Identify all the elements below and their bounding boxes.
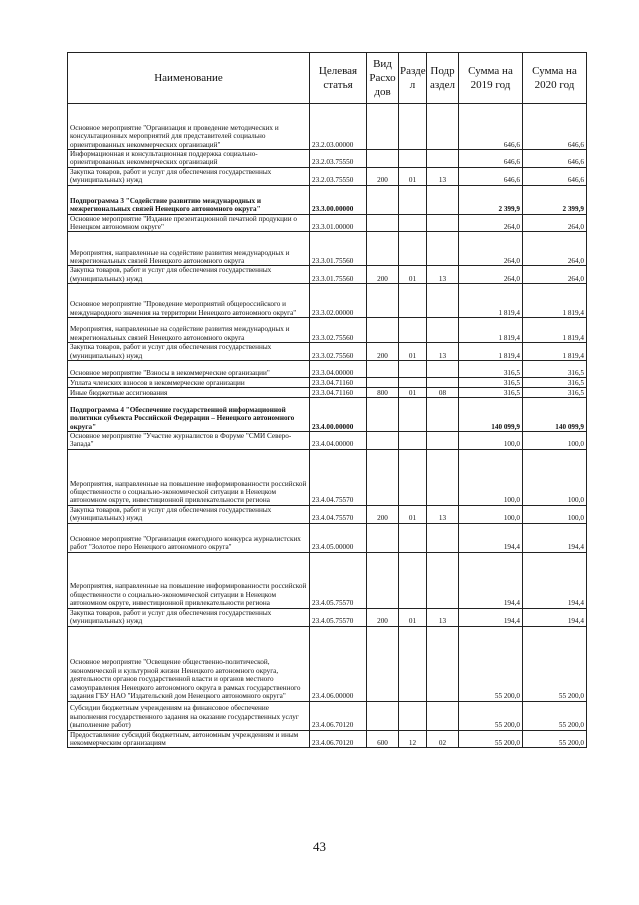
row-subsection-cell: [427, 701, 459, 730]
row-code-cell: 23.3.02.75560: [310, 343, 367, 361]
row-code-cell: 23.4.05.00000: [310, 523, 367, 552]
row-code-cell: 23.3.00.00000: [310, 185, 367, 214]
header-sum-2020: Сумма на 2020 год: [523, 53, 587, 104]
row-section-cell: [399, 449, 427, 505]
row-section-cell: 01: [399, 505, 427, 523]
row-section-cell: [399, 552, 427, 608]
table-row: [68, 701, 587, 730]
row-code-cell: 23.4.04.75570: [310, 449, 367, 505]
row-sum-2019-cell: 100,0: [459, 449, 523, 505]
row-name-cell: Уплата членских взносов в некоммерческие организации: [68, 378, 310, 388]
table-row: [68, 730, 587, 748]
row-subsection-cell: [427, 361, 459, 378]
row-code-cell: 23.4.05.75570: [310, 608, 367, 626]
row-code-cell: 23.4.00.00000: [310, 398, 367, 432]
row-sum-2019-cell: 194,4: [459, 608, 523, 626]
row-sum-2020-cell: 264,0: [523, 214, 587, 232]
row-code-cell: 23.2.03.75550: [310, 167, 367, 185]
row-sum-2019-cell: 264,0: [459, 214, 523, 232]
row-subsection-cell: 13: [427, 167, 459, 185]
table-row: [68, 214, 587, 232]
row-sum-2019-cell: 1 819,4: [459, 318, 523, 343]
row-subsection-cell: [427, 104, 459, 150]
row-name-cell: Основное мероприятие "Взносы в некоммерческие организации": [68, 361, 310, 378]
row-subsection-cell: [427, 232, 459, 266]
row-name-cell: Подпрограмма 3 "Содействие развитию международных и межрегиональных связей Ненецкого автономного округа": [68, 185, 310, 214]
row-type-cell: [367, 449, 399, 505]
row-section-cell: 01: [399, 167, 427, 185]
row-subsection-cell: [427, 318, 459, 343]
row-name-cell: Субсидии бюджетным учреждениям на финансовое обеспечение выполнения государственного задания на оказание государственных услуг (выполнение работ): [68, 701, 310, 730]
row-code-cell: 23.3.02.00000: [310, 284, 367, 318]
row-code-cell: 23.3.04.71160: [310, 388, 367, 398]
row-sum-2020-cell: 646,6: [523, 150, 587, 168]
row-type-cell: [367, 701, 399, 730]
row-section-cell: [399, 361, 427, 378]
budget-table: [67, 52, 587, 748]
budget-sheet: [67, 52, 586, 748]
row-name-cell: Закупка товаров, работ и услуг для обеспечения государственных (муниципальных) нужд: [68, 266, 310, 284]
row-subsection-cell: [427, 449, 459, 505]
row-code-cell: 23.4.04.75570: [310, 505, 367, 523]
table-row: [68, 318, 587, 343]
row-name-cell: Основное мероприятие "Организация и проведение методических и консультационных мероприятий для представителей социально ориентированных некоммерческих организаций": [68, 104, 310, 150]
table-row: [68, 167, 587, 185]
row-sum-2020-cell: 646,6: [523, 167, 587, 185]
row-section-cell: [399, 318, 427, 343]
row-type-cell: [367, 361, 399, 378]
row-name-cell: Основное мероприятие "Освещение общественно-политической, экономической и культурной жизни Ненецкого автономного округа, деятельности органов государственной власти и органов местного самоуправления Ненецкого автономного округа в рамках государственного задания ГБУ НАО "Издательский дом Ненецкого автономного округа": [68, 626, 310, 701]
row-sum-2020-cell: 316,5: [523, 388, 587, 398]
row-sum-2019-cell: 194,4: [459, 523, 523, 552]
row-sum-2020-cell: 100,0: [523, 449, 587, 505]
row-sum-2020-cell: 1 819,4: [523, 284, 587, 318]
row-sum-2020-cell: 55 200,0: [523, 701, 587, 730]
row-section-cell: [399, 432, 427, 450]
row-sum-2020-cell: 264,0: [523, 266, 587, 284]
table-row: [68, 449, 587, 505]
row-sum-2019-cell: 646,6: [459, 150, 523, 168]
row-sum-2019-cell: 140 099,9: [459, 398, 523, 432]
row-name-cell: Мероприятия, направленные на содействие развития международных и межрегиональных связей Ненецкого автономного округа: [68, 232, 310, 266]
row-type-cell: [367, 150, 399, 168]
table-row: [68, 361, 587, 378]
row-subsection-cell: [427, 398, 459, 432]
table-row: [68, 388, 587, 398]
row-code-cell: 23.3.01.75560: [310, 266, 367, 284]
row-type-cell: [367, 185, 399, 214]
row-name-cell: Закупка товаров, работ и услуг для обеспечения государственных (муниципальных) нужд: [68, 608, 310, 626]
header-subsection: Подр аздел: [427, 53, 459, 104]
table-row: [68, 343, 587, 361]
row-type-cell: [367, 626, 399, 701]
row-sum-2020-cell: 140 099,9: [523, 398, 587, 432]
row-type-cell: 200: [367, 343, 399, 361]
row-sum-2019-cell: 55 200,0: [459, 730, 523, 748]
row-type-cell: 200: [367, 608, 399, 626]
row-name-cell: Основное мероприятие "Организация ежегодного конкурса журналистских работ "Золотое перо Ненецкого автономного округа": [68, 523, 310, 552]
row-sum-2019-cell: 316,5: [459, 361, 523, 378]
row-name-cell: Иные бюджетные ассигнования: [68, 388, 310, 398]
row-sum-2019-cell: 1 819,4: [459, 343, 523, 361]
row-section-cell: [399, 185, 427, 214]
row-sum-2020-cell: 194,4: [523, 552, 587, 608]
row-section-cell: [399, 378, 427, 388]
row-section-cell: [399, 232, 427, 266]
row-subsection-cell: [427, 185, 459, 214]
row-section-cell: 01: [399, 343, 427, 361]
row-sum-2020-cell: 646,6: [523, 104, 587, 150]
row-sum-2020-cell: 2 399,9: [523, 185, 587, 214]
table-row: [68, 266, 587, 284]
row-type-cell: [367, 284, 399, 318]
row-code-cell: 23.2.03.00000: [310, 104, 367, 150]
row-name-cell: Основное мероприятие "Проведение мероприятий общероссийского и международного значения на территории Ненецкого автономного округа": [68, 284, 310, 318]
row-code-cell: 23.3.01.75560: [310, 232, 367, 266]
row-subsection-cell: [427, 626, 459, 701]
row-type-cell: 600: [367, 730, 399, 748]
row-subsection-cell: 13: [427, 343, 459, 361]
table-body: [68, 104, 587, 748]
row-sum-2020-cell: 1 819,4: [523, 343, 587, 361]
row-name-cell: Информационная и консультационная поддержка социально-ориентированных некоммерческих организаций: [68, 150, 310, 168]
row-section-cell: 12: [399, 730, 427, 748]
table-row: [68, 378, 587, 388]
table-row: [68, 150, 587, 168]
table-row: [68, 185, 587, 214]
row-sum-2019-cell: 316,5: [459, 388, 523, 398]
row-subsection-cell: [427, 552, 459, 608]
row-type-cell: [367, 398, 399, 432]
row-code-cell: 23.4.04.00000: [310, 432, 367, 450]
table-row: [68, 398, 587, 432]
row-subsection-cell: [427, 378, 459, 388]
header-sum-2019: Сумма на 2019 год: [459, 53, 523, 104]
row-section-cell: [399, 284, 427, 318]
row-name-cell: Подпрограмма 4 "Обеспечение государственной информационной политики субъекта Российской Федерации – Ненецкого автономного округа": [68, 398, 310, 432]
row-sum-2019-cell: 264,0: [459, 266, 523, 284]
row-code-cell: 23.2.03.75550: [310, 150, 367, 168]
row-section-cell: [399, 701, 427, 730]
row-sum-2019-cell: 646,6: [459, 167, 523, 185]
header-row: [68, 53, 587, 104]
row-subsection-cell: 02: [427, 730, 459, 748]
header-name: Наименование: [68, 53, 310, 104]
row-code-cell: 23.3.04.00000: [310, 361, 367, 378]
row-sum-2019-cell: 100,0: [459, 432, 523, 450]
row-sum-2019-cell: 316,5: [459, 378, 523, 388]
header-type: Вид Расхо дов: [367, 53, 399, 104]
row-section-cell: 01: [399, 388, 427, 398]
table-row: [68, 284, 587, 318]
row-subsection-cell: [427, 150, 459, 168]
row-section-cell: 01: [399, 608, 427, 626]
row-code-cell: 23.4.06.70120: [310, 701, 367, 730]
row-sum-2020-cell: 55 200,0: [523, 626, 587, 701]
row-name-cell: Основное мероприятие "Издание презентационной печатной продукции о Ненецком автономном округе": [68, 214, 310, 232]
row-type-cell: 200: [367, 505, 399, 523]
row-sum-2019-cell: 55 200,0: [459, 701, 523, 730]
row-type-cell: 200: [367, 266, 399, 284]
row-name-cell: Предоставление субсидий бюджетным, автономным учреждениям и иным некоммерческим организациям: [68, 730, 310, 748]
row-code-cell: 23.4.06.00000: [310, 626, 367, 701]
row-name-cell: Мероприятия, направленные на содействие развития международных и межрегиональных связей Ненецкого автономного округа: [68, 318, 310, 343]
row-type-cell: [367, 214, 399, 232]
row-sum-2020-cell: 316,5: [523, 378, 587, 388]
row-type-cell: [367, 552, 399, 608]
row-type-cell: [367, 432, 399, 450]
row-section-cell: [399, 523, 427, 552]
row-code-cell: 23.4.05.75570: [310, 552, 367, 608]
row-sum-2019-cell: 2 399,9: [459, 185, 523, 214]
row-section-cell: [399, 150, 427, 168]
row-section-cell: 01: [399, 266, 427, 284]
row-sum-2020-cell: 316,5: [523, 361, 587, 378]
row-name-cell: Мероприятия, направленные на повышение информированности российской общественности о социально-экономической ситуации в Ненецком автономном округе, инвестиционной привлекательности региона: [68, 449, 310, 505]
table-row: [68, 626, 587, 701]
row-type-cell: [367, 232, 399, 266]
row-sum-2019-cell: 100,0: [459, 505, 523, 523]
row-name-cell: Мероприятия, направленные на повышение информированности российской общественности о социально-экономической ситуации в Ненецком автономном округе, инвестиционной привлекательности региона: [68, 552, 310, 608]
table-row: [68, 505, 587, 523]
row-code-cell: 23.4.06.70120: [310, 730, 367, 748]
row-subsection-cell: 13: [427, 266, 459, 284]
row-sum-2019-cell: 194,4: [459, 552, 523, 608]
row-type-cell: [367, 318, 399, 343]
row-subsection-cell: 13: [427, 505, 459, 523]
table-row: [68, 432, 587, 450]
row-sum-2019-cell: 646,6: [459, 104, 523, 150]
table-row: [68, 552, 587, 608]
header-target: Целевая статья: [310, 53, 367, 104]
row-subsection-cell: [427, 432, 459, 450]
table-row: [68, 232, 587, 266]
row-subsection-cell: [427, 214, 459, 232]
row-subsection-cell: [427, 284, 459, 318]
row-sum-2020-cell: 264,0: [523, 232, 587, 266]
row-section-cell: [399, 104, 427, 150]
row-sum-2019-cell: 264,0: [459, 232, 523, 266]
header-section: Разде л: [399, 53, 427, 104]
row-section-cell: [399, 398, 427, 432]
row-type-cell: [367, 378, 399, 388]
row-subsection-cell: 13: [427, 608, 459, 626]
row-sum-2020-cell: 194,4: [523, 608, 587, 626]
row-type-cell: 200: [367, 167, 399, 185]
row-sum-2020-cell: 100,0: [523, 505, 587, 523]
table-row: [68, 104, 587, 150]
row-sum-2020-cell: 55 200,0: [523, 730, 587, 748]
row-code-cell: 23.3.01.00000: [310, 214, 367, 232]
row-type-cell: [367, 523, 399, 552]
row-code-cell: 23.3.04.71160: [310, 378, 367, 388]
row-section-cell: [399, 214, 427, 232]
row-sum-2020-cell: 100,0: [523, 432, 587, 450]
row-sum-2019-cell: 55 200,0: [459, 626, 523, 701]
row-name-cell: Основное мероприятие "Участие журналистов в Форуме "СМИ Северо-Запада": [68, 432, 310, 450]
row-section-cell: [399, 626, 427, 701]
row-code-cell: 23.3.02.75560: [310, 318, 367, 343]
page-number: 43: [313, 839, 326, 854]
row-sum-2020-cell: 194,4: [523, 523, 587, 552]
row-subsection-cell: [427, 523, 459, 552]
row-type-cell: [367, 104, 399, 150]
row-name-cell: Закупка товаров, работ и услуг для обеспечения государственных (муниципальных) нужд: [68, 343, 310, 361]
table-row: [68, 608, 587, 626]
row-subsection-cell: 08: [427, 388, 459, 398]
row-name-cell: Закупка товаров, работ и услуг для обеспечения государственных (муниципальных) нужд: [68, 167, 310, 185]
row-sum-2020-cell: 1 819,4: [523, 318, 587, 343]
row-type-cell: 800: [367, 388, 399, 398]
row-name-cell: Закупка товаров, работ и услуг для обеспечения государственных (муниципальных) нужд: [68, 505, 310, 523]
table-row: [68, 523, 587, 552]
row-sum-2019-cell: 1 819,4: [459, 284, 523, 318]
